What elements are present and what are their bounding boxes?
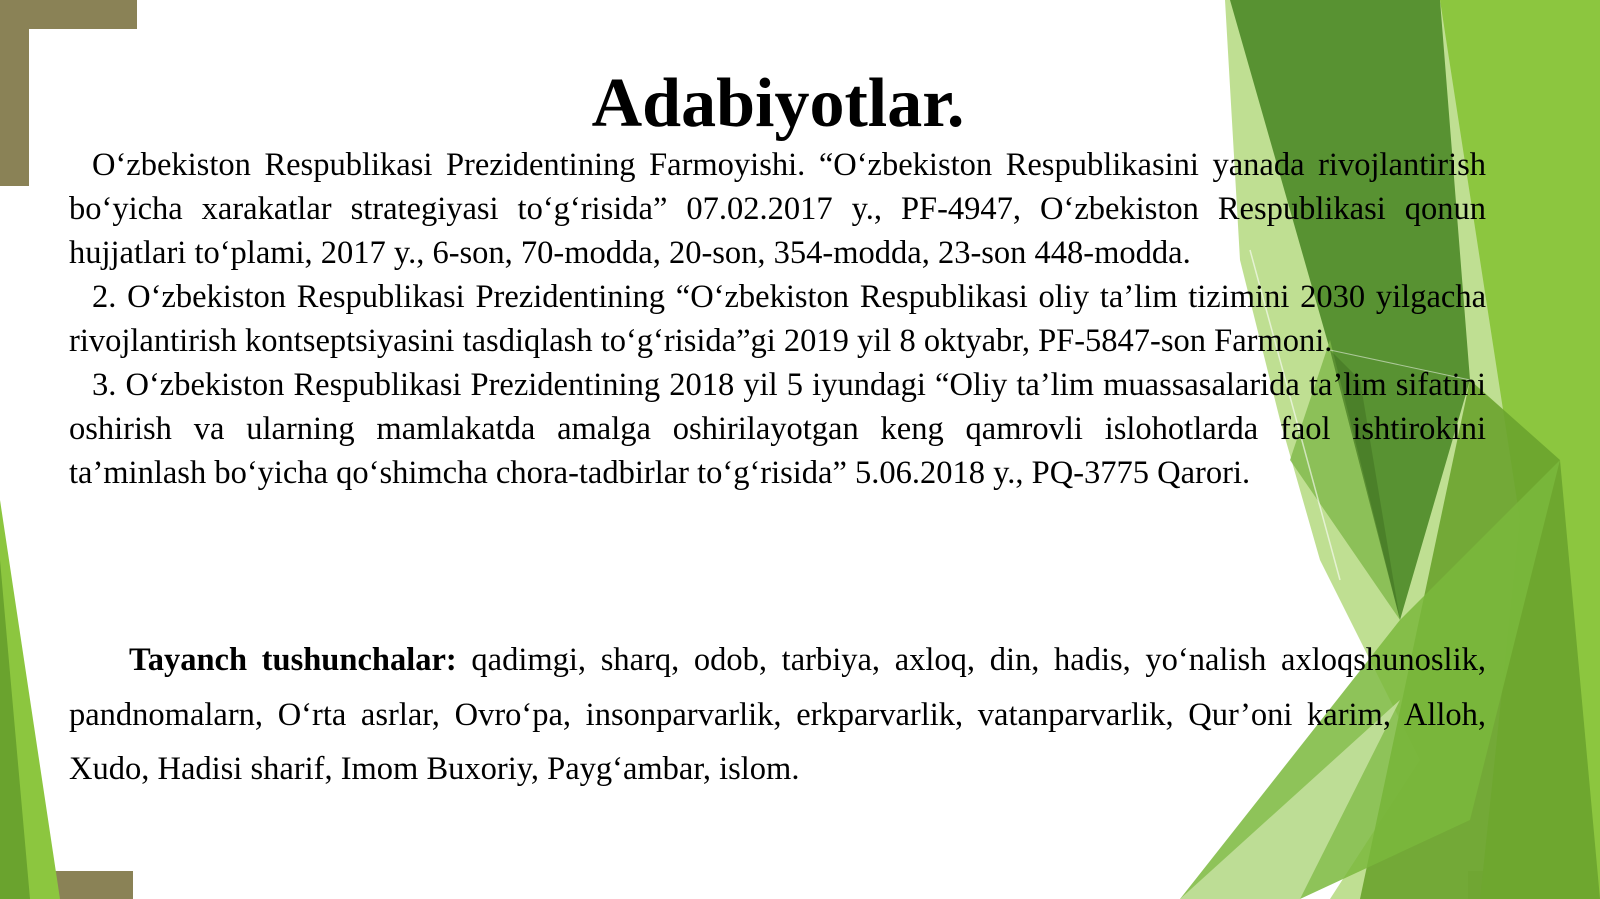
slide-title: Adabiyotlar. <box>591 65 965 142</box>
reference-item-1: O‘zbekiston Respublikasi Prezidentining Farmoyishi. “O‘zbekiston Respublikasini yanada rivojlantirish bo‘yicha xarakatlar strategiyasi to‘g‘risida” 07.02.2017 y., PF-4947, O‘zbekiston Respublikasi qonun hujjatlari to‘plami, 2017 y., 6-son, 70-modda, 20-son, 354-modda, 23-son 448-modda. <box>69 147 1486 271</box>
references-list <box>69 143 1486 495</box>
key-concepts-label: Tayanch tushunchalar: <box>129 642 457 678</box>
reference-item-3: 3. O‘zbekiston Respublikasi Prezidentining 2018 yil 5 iyundagi “Oliy ta’lim muassasalarida ta’lim sifatini oshirish va ularning mamlakatda amalga oshirilayotgan keng qamrovli islohotlarda faol ishtirokini ta’minlash bo‘yicha qo‘shimcha chora-tadbirlar to‘g‘risida” 5.06.2018 y., PQ-3775 Qarori. <box>69 367 1486 491</box>
reference-item-2: 2. O‘zbekiston Respublikasi Prezidentining “O‘zbekiston Respublikasi oliy ta’lim tizimini 2030 yilgacha rivojlantirish kontseptsiyasini tasdiqlash to‘g‘risida”gi 2019 yil 8 oktyabr, PF-5847-son Farmoni. <box>69 279 1486 359</box>
key-concepts-paragraph <box>69 633 1486 797</box>
key-concepts-text: qadimgi, sharq, odob, tarbiya, axloq, din, hadis, yo‘nalish axloqshunoslik, pandnomalarn, O‘rta asrlar, Ovro‘pa, insonparvarlik, erkparvarlik, vatanparvarlik, Qur’oni karim, Alloh, Xudo, Hadisi sharif, Imom Buxoriy, Payg‘ambar, islom. <box>69 642 1486 787</box>
